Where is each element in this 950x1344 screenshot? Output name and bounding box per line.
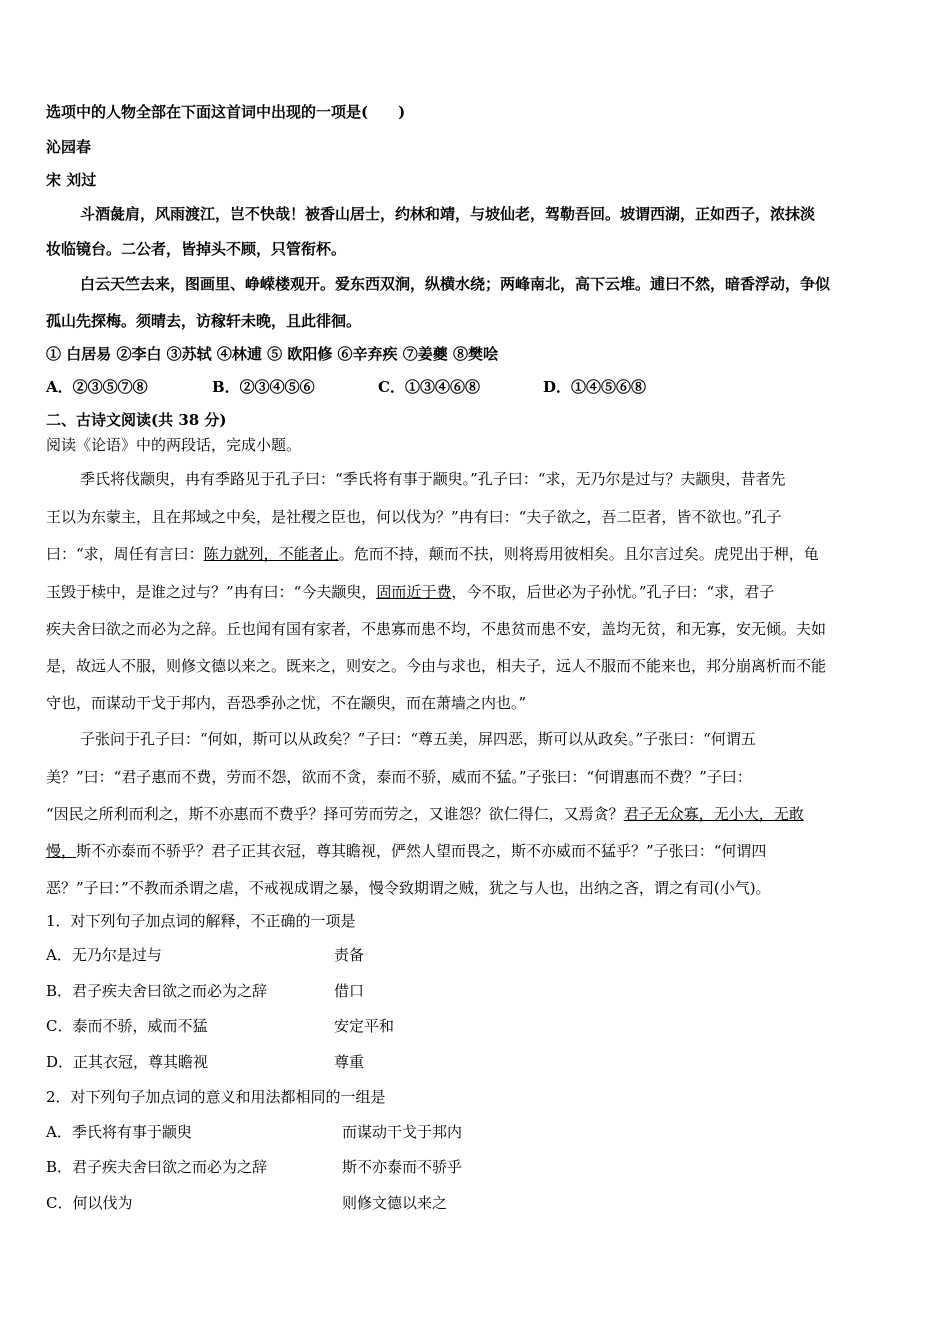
passage-line: 季氏将伐颛臾，冉有季路见于孔子曰：“季氏将有事于颛臾。”孔子曰：“求，无乃尔是过与？夫颛臾，昔者先 — [80, 470, 786, 488]
q1-option-c[interactable]: C．泰而不骄，威而不猛 — [46, 1017, 208, 1035]
passage-text: 。危而不持，颠而不扶，则将焉用彼相矣。且尔言过矣。虎兕出于柙，龟 — [338, 545, 819, 563]
passage-text: 斯不亦泰而不骄乎？君子正其衣冠，尊其瞻视，俨然人望而畏之，斯不亦威而不猛乎？”子张曰：“何谓四 — [76, 842, 767, 860]
q1-meaning-a: 责备 — [334, 946, 365, 964]
passage-line: 守也，而谋动干戈于邦内，吾恐季孙之忧，不在颛臾，而在萧墙之内也。” — [46, 694, 527, 712]
poem-line: 孤山先探梅。须晴去，访稼轩未晚，且此徘徊。 — [46, 312, 362, 330]
passage-line — [46, 841, 766, 861]
passage-line: 王以为东蒙主，且在邦域之中矣，是社稷之臣也，何以伐为？”冉有曰：“夫子欲之，吾二臣者，皆不欲也。”孔子 — [46, 508, 782, 526]
section-intro: 阅读《论语》中的两段话，完成小题。 — [46, 436, 302, 454]
q1-option-b[interactable]: B．君子疾夫舍曰欲之而必为之辞 — [46, 982, 268, 1000]
underlined-phrase: 慢， — [46, 842, 77, 860]
q1-option-a[interactable]: A．无乃尔是过与 — [46, 946, 162, 964]
passage-text: 玉毁于椟中，是谁之过与？”冉有曰：“今夫颛臾， — [46, 583, 377, 601]
passage-line — [46, 582, 774, 602]
q1-meaning-c: 安定平和 — [334, 1017, 395, 1035]
names-list: ① 白居易 ②李白 ③苏轼 ④林逋 ⑤ 欧阳修 ⑥辛弃疾 ⑦姜夔 ⑧樊哙 — [46, 345, 499, 363]
choice-b[interactable]: B．②③④⑤⑥ — [212, 378, 315, 396]
passage-line: 子张问于孔子曰：“何如，斯可以从政矣？”子曰：“尊五美，屏四恶，斯可以从政矣。”子张曰：“何谓五 — [80, 730, 756, 748]
poem-line: 妆临镜台。二公者，皆掉头不顾，只管衔杯。 — [46, 240, 347, 258]
passage-line: 美？”曰：“君子惠而不费，劳而不怨，欲而不贪，泰而不骄，威而不猛。”子张曰：“何谓惠而不费？”子曰： — [46, 768, 752, 786]
q1-meaning-b: 借口 — [334, 982, 365, 1000]
underlined-phrase: 陈力就列，不能者止 — [203, 545, 339, 563]
choice-d[interactable]: D．①④⑤⑥⑧ — [543, 378, 647, 396]
underlined-phrase: 固而近于费 — [376, 583, 452, 601]
section-title: 二、古诗文阅读(共 38 分) — [46, 411, 227, 429]
q2-option-b[interactable]: B．君子疾夫舍曰欲之而必为之辞 — [46, 1158, 268, 1176]
q1-stem: 1．对下列句子加点词的解释，不正确的一项是 — [46, 912, 356, 930]
q2-pair-b: 斯不亦泰而不骄乎 — [342, 1158, 463, 1176]
q2-option-a[interactable]: A．季氏将有事于颛臾 — [46, 1123, 192, 1141]
poem-author: 宋 刘过 — [46, 171, 97, 189]
passage-text: “因民之所利而利之，斯不亦惠而不费乎？择可劳而劳之，又谁怨？欲仁得仁，又焉贪？ — [46, 805, 624, 823]
q2-pair-c: 则修文德以来之 — [342, 1194, 448, 1212]
passage-line: 恶？”子曰：”不教而杀谓之虐，不戒视成谓之暴，慢令致期谓之贼，犹之与人也，出纳之吝，谓之有司(小气)。 — [46, 879, 771, 897]
poem-title: 沁园春 — [46, 138, 92, 156]
q1-option-d[interactable]: D．正其衣冠，尊其瞻视 — [46, 1053, 209, 1071]
choice-c[interactable]: C．①③④⑥⑧ — [378, 378, 480, 396]
poem-line: 斗酒彘肩，风雨渡江，岂不快哉！被香山居士，约林和靖，与坡仙老，驾勒吾回。坡谓西湖，正如西子，浓抹淡 — [80, 205, 816, 223]
passage-line: 是，故远人不服，则修文德以来之。既来之，则安之。今由与求也，相夫子，远人不服而不能来也，邦分崩离析而不能 — [46, 657, 827, 675]
passage-text: 曰：“求，周任有言曰： — [46, 545, 204, 563]
passage-line — [46, 804, 804, 824]
question-intro: 选项中的人物全部在下面这首词中出现的一项是( ) — [46, 103, 406, 121]
q1-meaning-d: 尊重 — [334, 1053, 365, 1071]
q2-stem: 2．对下列句子加点词的意义和用法都相同的一组是 — [46, 1088, 386, 1106]
q2-pair-a: 而谋动干戈于邦内 — [342, 1123, 463, 1141]
passage-line: 疾夫舍曰欲之而必为之辞。丘也闻有国有家者，不患寡而患不均，不患贫而患不安，盖均无贫，和无寡，安无倾。夫如 — [46, 620, 827, 638]
q2-option-c[interactable]: C．何以伐为 — [46, 1194, 133, 1212]
passage-text: ，今不取，后世必为子孙忧。”孔子曰：“求，君子 — [451, 583, 775, 601]
poem-line: 白云天竺去来，图画里、峥嵘楼观开。爱东西双涧，纵横水绕；两峰南北，高下云堆。逋曰不然，暗香浮动，争似 — [80, 275, 831, 293]
choice-a[interactable]: A．②③⑤⑦⑧ — [46, 378, 148, 396]
underlined-phrase: 君子无众寡，无小大，无敢 — [623, 805, 804, 823]
passage-line — [46, 544, 819, 564]
